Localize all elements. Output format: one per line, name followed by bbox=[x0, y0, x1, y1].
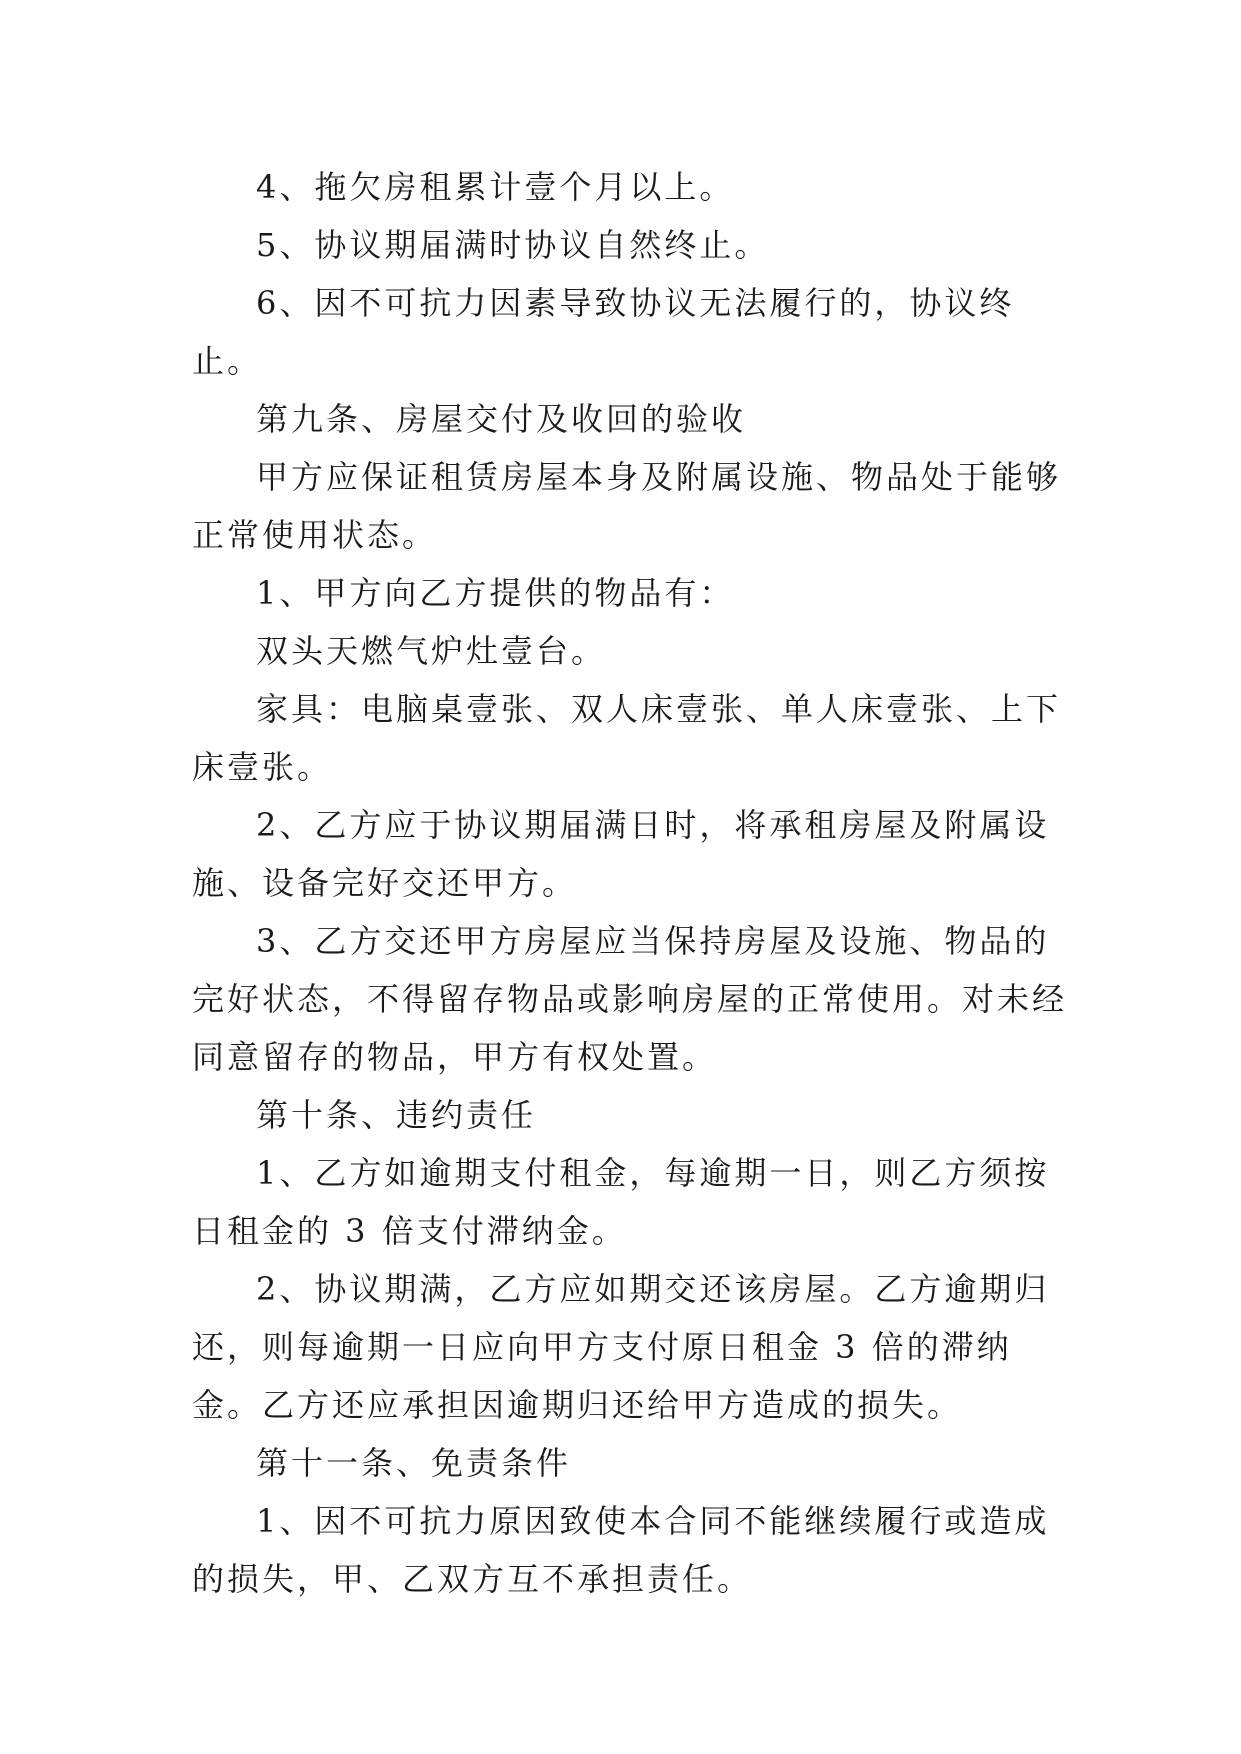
article-9-item-3: 3、乙方交还甲方房屋应当保持房屋及设施、物品的完好状态，不得留存物品或影响房屋的正常使用。对未经同意留存的物品，甲方有权处置。 bbox=[192, 922, 1068, 1076]
clause-item-6: 6、因不可抗力因素导致协议无法履行的，协议终止。 bbox=[192, 284, 1015, 380]
article-9-item-furniture: 家具：电脑桌壹张、双人床壹张、单人床壹张、上下床壹张。 bbox=[192, 690, 1062, 786]
article-11-item-1: 1、因不可抗力原因致使本合同不能继续履行或造成的损失，甲、乙双方互不承担责任。 bbox=[192, 1502, 1050, 1598]
article-10-item-1: 1、乙方如逾期支付租金，每逾期一日，则乙方须按日租金的 3 倍支付滞纳金。 bbox=[192, 1154, 1050, 1250]
article-9-item-stove: 双头天燃气炉灶壹台。 bbox=[256, 632, 607, 670]
article-10-item-2: 2、协议期满，乙方应如期交还该房屋。乙方逾期归还，则每逾期一日应向甲方支付原日租金 3 倍的滞纳金。乙方还应承担因逾期归还给甲方造成的损失。 bbox=[192, 1270, 1050, 1424]
document-body bbox=[192, 158, 1072, 1608]
article-11-heading: 第十一条、免责条件 bbox=[256, 1444, 572, 1482]
article-10-heading: 第十条、违约责任 bbox=[256, 1096, 537, 1134]
article-9-intro: 甲方应保证租赁房屋本身及附属设施、物品处于能够正常使用状态。 bbox=[192, 458, 1062, 554]
clause-item-4: 4、拖欠房租累计壹个月以上。 bbox=[256, 168, 735, 206]
clause-item-5: 5、协议期届满时协议自然终止。 bbox=[256, 226, 770, 264]
article-9-heading: 第九条、房屋交付及收回的验收 bbox=[256, 400, 747, 438]
article-9-item-1: 1、甲方向乙方提供的物品有： bbox=[256, 574, 735, 612]
article-9-item-2: 2、乙方应于协议期届满日时，将承租房屋及附属设施、设备完好交还甲方。 bbox=[192, 806, 1050, 902]
